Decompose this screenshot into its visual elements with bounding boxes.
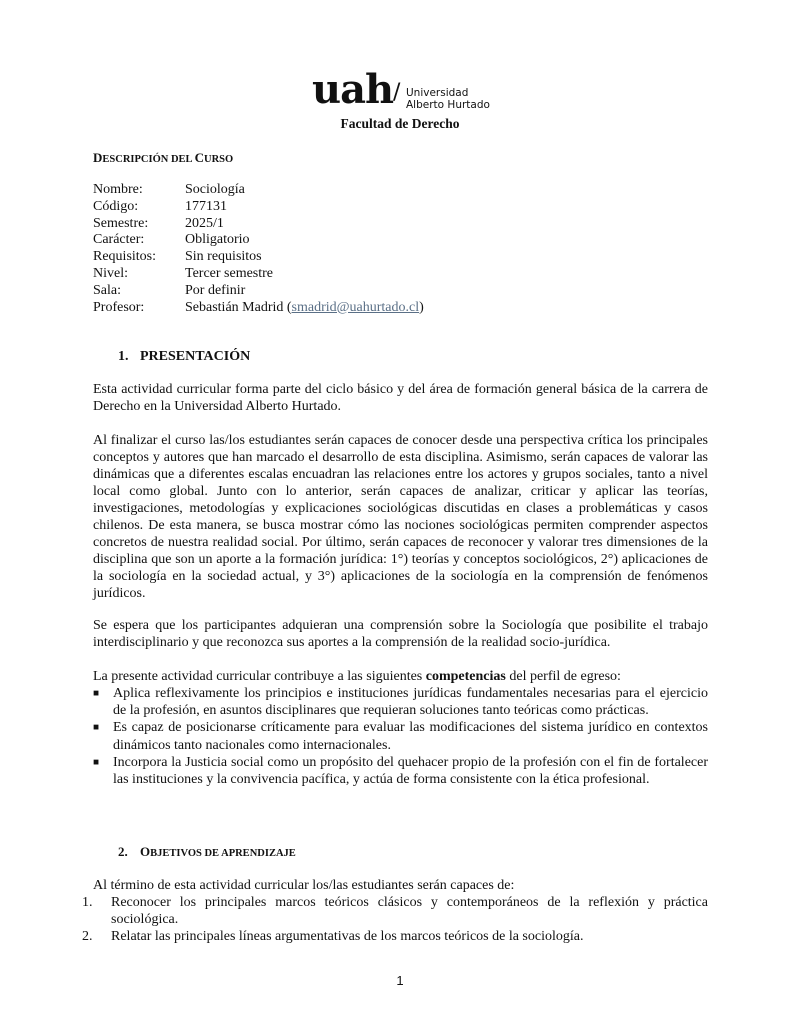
info-value: Tercer semestre (185, 265, 274, 281)
logo-line-1: Universidad (406, 87, 469, 99)
info-label: Carácter: (93, 232, 145, 248)
info-label: Requisitos: (93, 249, 157, 265)
logo-slash: / (393, 80, 401, 105)
objectives-list (82, 894, 708, 946)
paragraph-objectives-intro: Al término de esta actividad curricular los/las estudiantes serán capaces de: (93, 878, 515, 893)
faculty-title: Facultad de Derecho (340, 116, 460, 131)
info-label: Nombre: (93, 182, 143, 197)
info-row-level (93, 266, 424, 283)
competencies-keyword: competencias (425, 669, 506, 684)
info-value: Obligatorio (185, 232, 250, 248)
info-row-professor (93, 300, 424, 317)
info-value: 177131 (185, 198, 227, 214)
paragraph-objectives-overview: Al finalizar el curso las/los estudiantes serán capaces de conocer desde una perspectiva crítica los principales conceptos y autores que han marcado el desarrollo de esta disciplina. Asimismo, serán capaces de valorar las dinámicas que a diferentes escalas encuadran las relaciones entre los actores y grupos sociales, tanto a nivel local como global. Junto con lo anterior, serán capaces de analizar, criticar y aplicar las teorías, investigaciones, metodologías y explicaciones sociológicas discutidas en clases a problemáticas y casos chilenos. De esta manera, se busca mostrar cómo las nociones sociológicas permiten comprender aspectos concretos de nuestra realidad social. Por último, serán capaces de reconocer y valorar tres dimensiones de la disciplina que son un aporte a la formación jurídica: 1°) teorías y conceptos sociológicos, 2°) aplicaciones de la sociología en la sociedad actual, y 3°) aplicaciones de la sociología en la comprensión de fenómenos jurídicos. (93, 433, 708, 601)
professor-email-link[interactable]: smadrid@uahurtado.cl (291, 299, 420, 315)
info-row-code (93, 199, 424, 216)
list-item: ■ Aplica reflexivamente los principios e instituciones jurídicas fundamentales necesarias para el ejercicio de la profesión, en asuntos disciplinares que requieran soluciones tanto teóricas como prácticas. (93, 686, 708, 719)
course-info-table (93, 182, 424, 316)
bullet-icon: ■ (93, 756, 100, 768)
info-value: 2025/1 (185, 215, 224, 231)
page-number: 1 (396, 973, 404, 988)
info-label: Sala: (93, 282, 121, 298)
info-label: Profesor: (93, 299, 145, 315)
list-item: 1. Reconocer los principales marcos teóricos clásicos y contemporáneos de la reflexión y práctica sociológica. (82, 895, 708, 928)
logo-mark: uah (312, 66, 394, 113)
paragraph-competencies-intro: La presente actividad curricular contribuye a las siguientes competencias del perfil de egreso: (93, 669, 621, 684)
list-item: ■ Es capaz de posicionarse críticamente para evaluar las modificaciones del sistema jurídico en contextos dinámicos tanto nacionales como internacionales. (93, 720, 708, 753)
info-row-semester (93, 216, 424, 233)
info-label: Semestre: (93, 215, 149, 231)
list-item: 2. Relatar las principales líneas argumentativas de los marcos teóricos de la sociología. (82, 929, 584, 945)
professor-value: Sebastián Madrid (smadrid@uahurtado.cl) (185, 299, 424, 315)
list-item: ■ Incorpora la Justicia social como un propósito del quehacer propio de la profesión con el fin de fortalecer las instituciones y la convivencia pacífica, y actúa de forma consistente con la ética profesional. (93, 754, 708, 788)
bullet-icon: ■ (93, 722, 100, 734)
course-description-heading: DESCRIPCIÓN DEL CURSO (93, 150, 234, 165)
paragraph-intro: Esta actividad curricular forma parte del ciclo básico y del área de formación general básica de la carrera de Derecho en la Universidad Alberto Hurtado. (93, 382, 708, 414)
info-value: Sociología (185, 182, 245, 197)
info-value: Por definir (185, 282, 246, 298)
info-row-room (93, 283, 424, 300)
info-value: Sin requisitos (185, 249, 262, 265)
competencies-list (93, 685, 708, 788)
logo-line-2: Alberto Hurtado (406, 99, 490, 111)
info-label: Código: (93, 198, 139, 214)
info-row-name (93, 182, 424, 199)
section-2-heading: 2. OBJETIVOS DE APRENDIZAJE (118, 844, 296, 859)
section-1-heading: 1. PRESENTACIÓN (118, 349, 251, 364)
info-row-character (93, 232, 424, 249)
paragraph-expectation: Se espera que los participantes adquieran una comprensión sobre la Sociología que posibilite el trabajo interdisciplinario y que reconozca sus aportes a la comprensión de la realidad socio-jurídica. (93, 618, 708, 650)
info-row-requirements (93, 249, 424, 266)
info-label: Nivel: (93, 265, 128, 281)
bullet-icon: ■ (93, 688, 100, 699)
